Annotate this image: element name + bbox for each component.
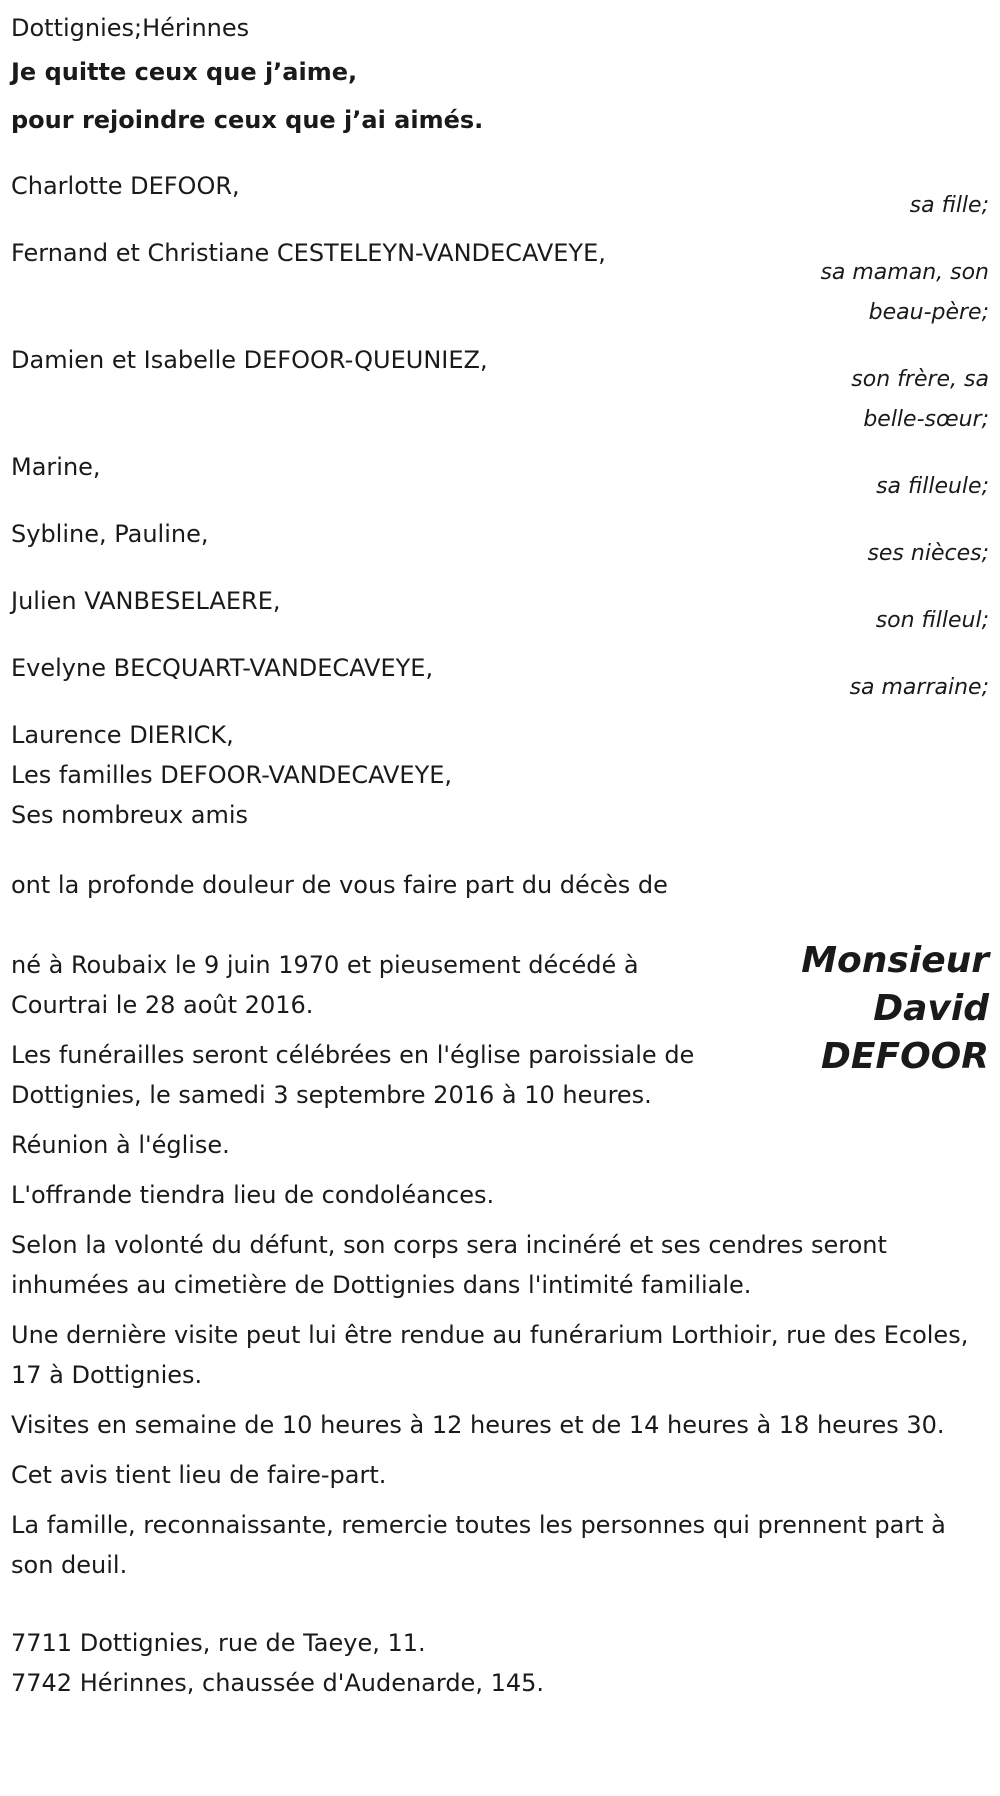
family-member-relation: son frère, sa belle-sœur; xyxy=(851,367,989,432)
family-member-relation: sa marraine; xyxy=(849,675,989,700)
family-other-line: Ses nombreux amis xyxy=(11,801,249,829)
family-member-name: Sybline, Pauline, xyxy=(11,520,209,548)
family-member-name: Julien VANBESELAERE, xyxy=(11,587,281,615)
detail-paragraph: Selon la volonté du défunt, son corps sera incinéré et ses cendres seront inhumées au cimetière de Dottignies dans l'intimité familiale. xyxy=(11,1231,887,1299)
family-member-relation: son filleul; xyxy=(875,608,989,633)
epigraph-line-2: pour rejoindre ceux que j’ai aimés. xyxy=(11,106,484,134)
family-member-relation: sa filleule; xyxy=(876,474,989,499)
deceased-block xyxy=(11,940,989,1125)
family-row xyxy=(11,233,989,333)
detail-paragraph: Cet avis tient lieu de faire-part. xyxy=(11,1461,387,1489)
deceased-last-name: DEFOOR xyxy=(821,1036,989,1077)
family-list xyxy=(11,166,989,835)
address-line: 7742 Hérinnes, chaussée d'Audenarde, 145. xyxy=(11,1669,545,1697)
addresses xyxy=(11,1623,989,1703)
family-row xyxy=(11,648,989,708)
detail-paragraph: Une dernière visite peut lui être rendue au funérarium Lorthioir, rue des Ecoles, 17 à Dottignies. xyxy=(11,1321,969,1389)
family-row xyxy=(11,166,989,226)
detail-paragraph: L'offrande tiendra lieu de condoléances. xyxy=(11,1181,495,1209)
deceased-title: Monsieur xyxy=(801,940,989,981)
deceased-name xyxy=(759,937,989,1081)
detail-paragraph: Réunion à l'église. xyxy=(11,1131,230,1159)
deceased-first-name: David xyxy=(873,988,989,1029)
funeral-text: Les funérailles seront célébrées en l'église paroissiale de Dottignies, le samedi 3 septembre 2016 à 10 heures. xyxy=(11,1041,695,1109)
family-row xyxy=(11,340,989,440)
family-member-name: Marine, xyxy=(11,453,101,481)
family-member-relation: sa maman, son beau-père; xyxy=(820,260,989,325)
deceased-details xyxy=(11,945,741,1125)
epigraph xyxy=(11,48,989,144)
locality-line: Dottignies;Hérinnes xyxy=(11,14,250,42)
family-member-name: Fernand et Christiane CESTELEYN-VANDECAVEYE, xyxy=(11,239,606,267)
family-row xyxy=(11,514,989,574)
family-other-line: Les familles DEFOOR-VANDECAVEYE, xyxy=(11,761,453,789)
family-row xyxy=(11,581,989,641)
family-row xyxy=(11,447,989,507)
details-paragraphs xyxy=(11,1125,989,1585)
family-member-relation: ses nièces; xyxy=(867,541,989,566)
detail-paragraph: Visites en semaine de 10 heures à 12 heures et de 14 heures à 18 heures 30. xyxy=(11,1411,945,1439)
detail-paragraph: La famille, reconnaissante, remercie toutes les personnes qui prennent part à son deuil. xyxy=(11,1511,946,1579)
family-member-name: Damien et Isabelle DEFOOR-QUEUNIEZ, xyxy=(11,346,488,374)
family-others xyxy=(11,715,989,835)
family-member-name: Evelyne BECQUART-VANDECAVEYE, xyxy=(11,654,434,682)
announcement: ont la profonde douleur de vous faire part du décès de xyxy=(11,871,668,899)
address-line: 7711 Dottignies, rue de Taeye, 11. xyxy=(11,1629,426,1657)
family-member-name: Charlotte DEFOOR, xyxy=(11,172,240,200)
family-other-line: Laurence DIERICK, xyxy=(11,721,234,749)
birth-death-text: né à Roubaix le 9 juin 1970 et pieusement décédé à Courtrai le 28 août 2016. xyxy=(11,951,639,1019)
epigraph-line-1: Je quitte ceux que j’aime, xyxy=(11,58,358,86)
family-member-relation: sa fille; xyxy=(909,193,989,218)
